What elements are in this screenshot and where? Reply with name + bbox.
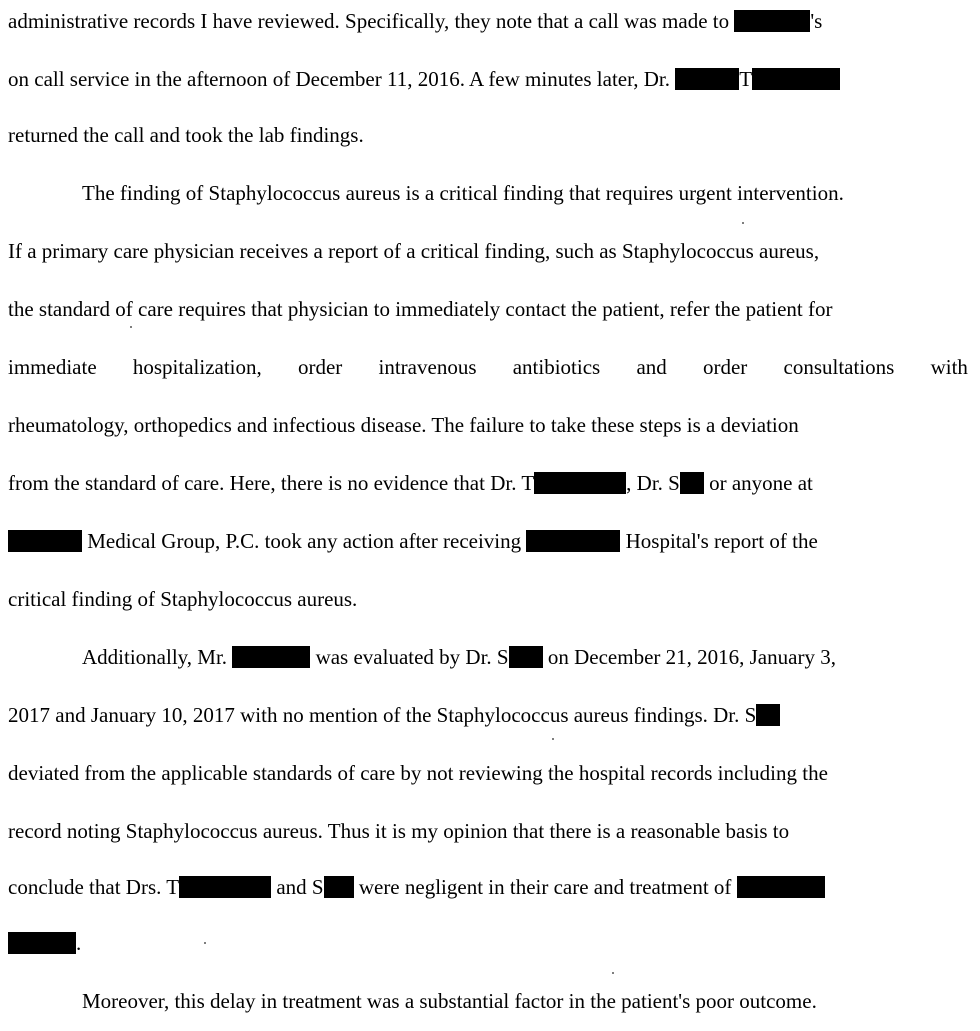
redaction-box [526,530,620,552]
word: and [636,355,667,379]
redaction-box [680,472,704,494]
p3-line-6 [8,930,968,956]
scan-speck [204,942,206,944]
word: order [702,355,748,379]
text: conclude that Drs. T [8,875,180,899]
p2-line-4 [8,354,968,380]
text: Additionally, Mr. [82,645,233,669]
word: consultations [783,355,895,379]
text: T [739,67,753,91]
redaction-box [756,704,780,726]
text: and S [271,875,324,899]
text: Moreover, this delay in treatment was a substantial factor in the patient's poor outcome. [82,989,817,1013]
word: with [930,355,968,379]
redaction-box [752,68,840,90]
p4-line-1 [82,988,968,1014]
text: on call service in the afternoon of December 11, 2016. A few minutes later, Dr. [8,67,676,91]
scan-speck [612,972,614,974]
p3-line-3 [8,760,968,786]
text: If a primary care physician receives a report of a critical finding, such as Staphylococcus aureus, [8,239,820,263]
text: or anyone at [703,471,813,495]
text: Hospital's report of the [620,529,818,553]
p2-line-6 [8,470,968,496]
redaction-box [179,876,271,898]
text: 2017 and January 10, 2017 with no mention of the Staphylococcus aureus findings. Dr. S [8,703,757,727]
scan-speck [552,738,554,740]
p2-line-7 [8,528,968,554]
p3-line-1 [82,644,968,670]
p3-line-2 [8,702,968,728]
p2-line-3 [8,296,968,322]
text: the standard of care requires that physician to immediately contact the patient, refer the patient for [8,297,833,321]
redaction-box [232,646,310,668]
word: hospitalization, [132,355,262,379]
word: immediate [8,355,97,379]
p2-line-8 [8,586,968,612]
text: rheumatology, orthopedics and infectious disease. The failure to take these steps is a deviation [8,413,799,437]
redaction-box [509,646,543,668]
redaction-box [534,472,626,494]
text: critical finding of Staphylococcus aureus. [8,587,358,611]
p1-line-3 [8,122,968,148]
word: order [297,355,343,379]
p3-line-4 [8,818,968,844]
redaction-box [737,876,825,898]
redaction-box [734,10,810,32]
text: were negligent in their care and treatment of [353,875,737,899]
scan-speck [742,222,744,224]
p3-line-5 [8,874,968,900]
text: 's [810,9,823,33]
redaction-box [8,932,76,954]
word: intravenous [378,355,477,379]
text: from the standard of care. Here, there is no evidence that Dr. T [8,471,535,495]
text: administrative records I have reviewed. Specifically, they note that a call was made to [8,9,735,33]
redaction-box [675,68,739,90]
p2-line-5 [8,412,968,438]
scan-speck [130,326,132,328]
p1-line-2 [8,66,968,92]
word: antibiotics [512,355,601,379]
redaction-box [324,876,354,898]
text: Medical Group, P.C. took any action after receiving [82,529,527,553]
p2-line-1 [82,180,968,206]
text: . [76,931,82,955]
p1-line-1 [8,8,968,34]
text: was evaluated by Dr. S [310,645,509,669]
text: deviated from the applicable standards of care by not reviewing the hospital records including the [8,761,828,785]
text: returned the call and took the lab findings. [8,123,364,147]
p2-line-2 [8,238,968,264]
text: record noting Staphylococcus aureus. Thus it is my opinion that there is a reasonable basis to [8,819,790,843]
redaction-box [8,530,82,552]
text: , Dr. S [626,471,680,495]
text: on December 21, 2016, January 3, [542,645,836,669]
text: The finding of Staphylococcus aureus is a critical finding that requires urgent intervention. [82,181,844,205]
